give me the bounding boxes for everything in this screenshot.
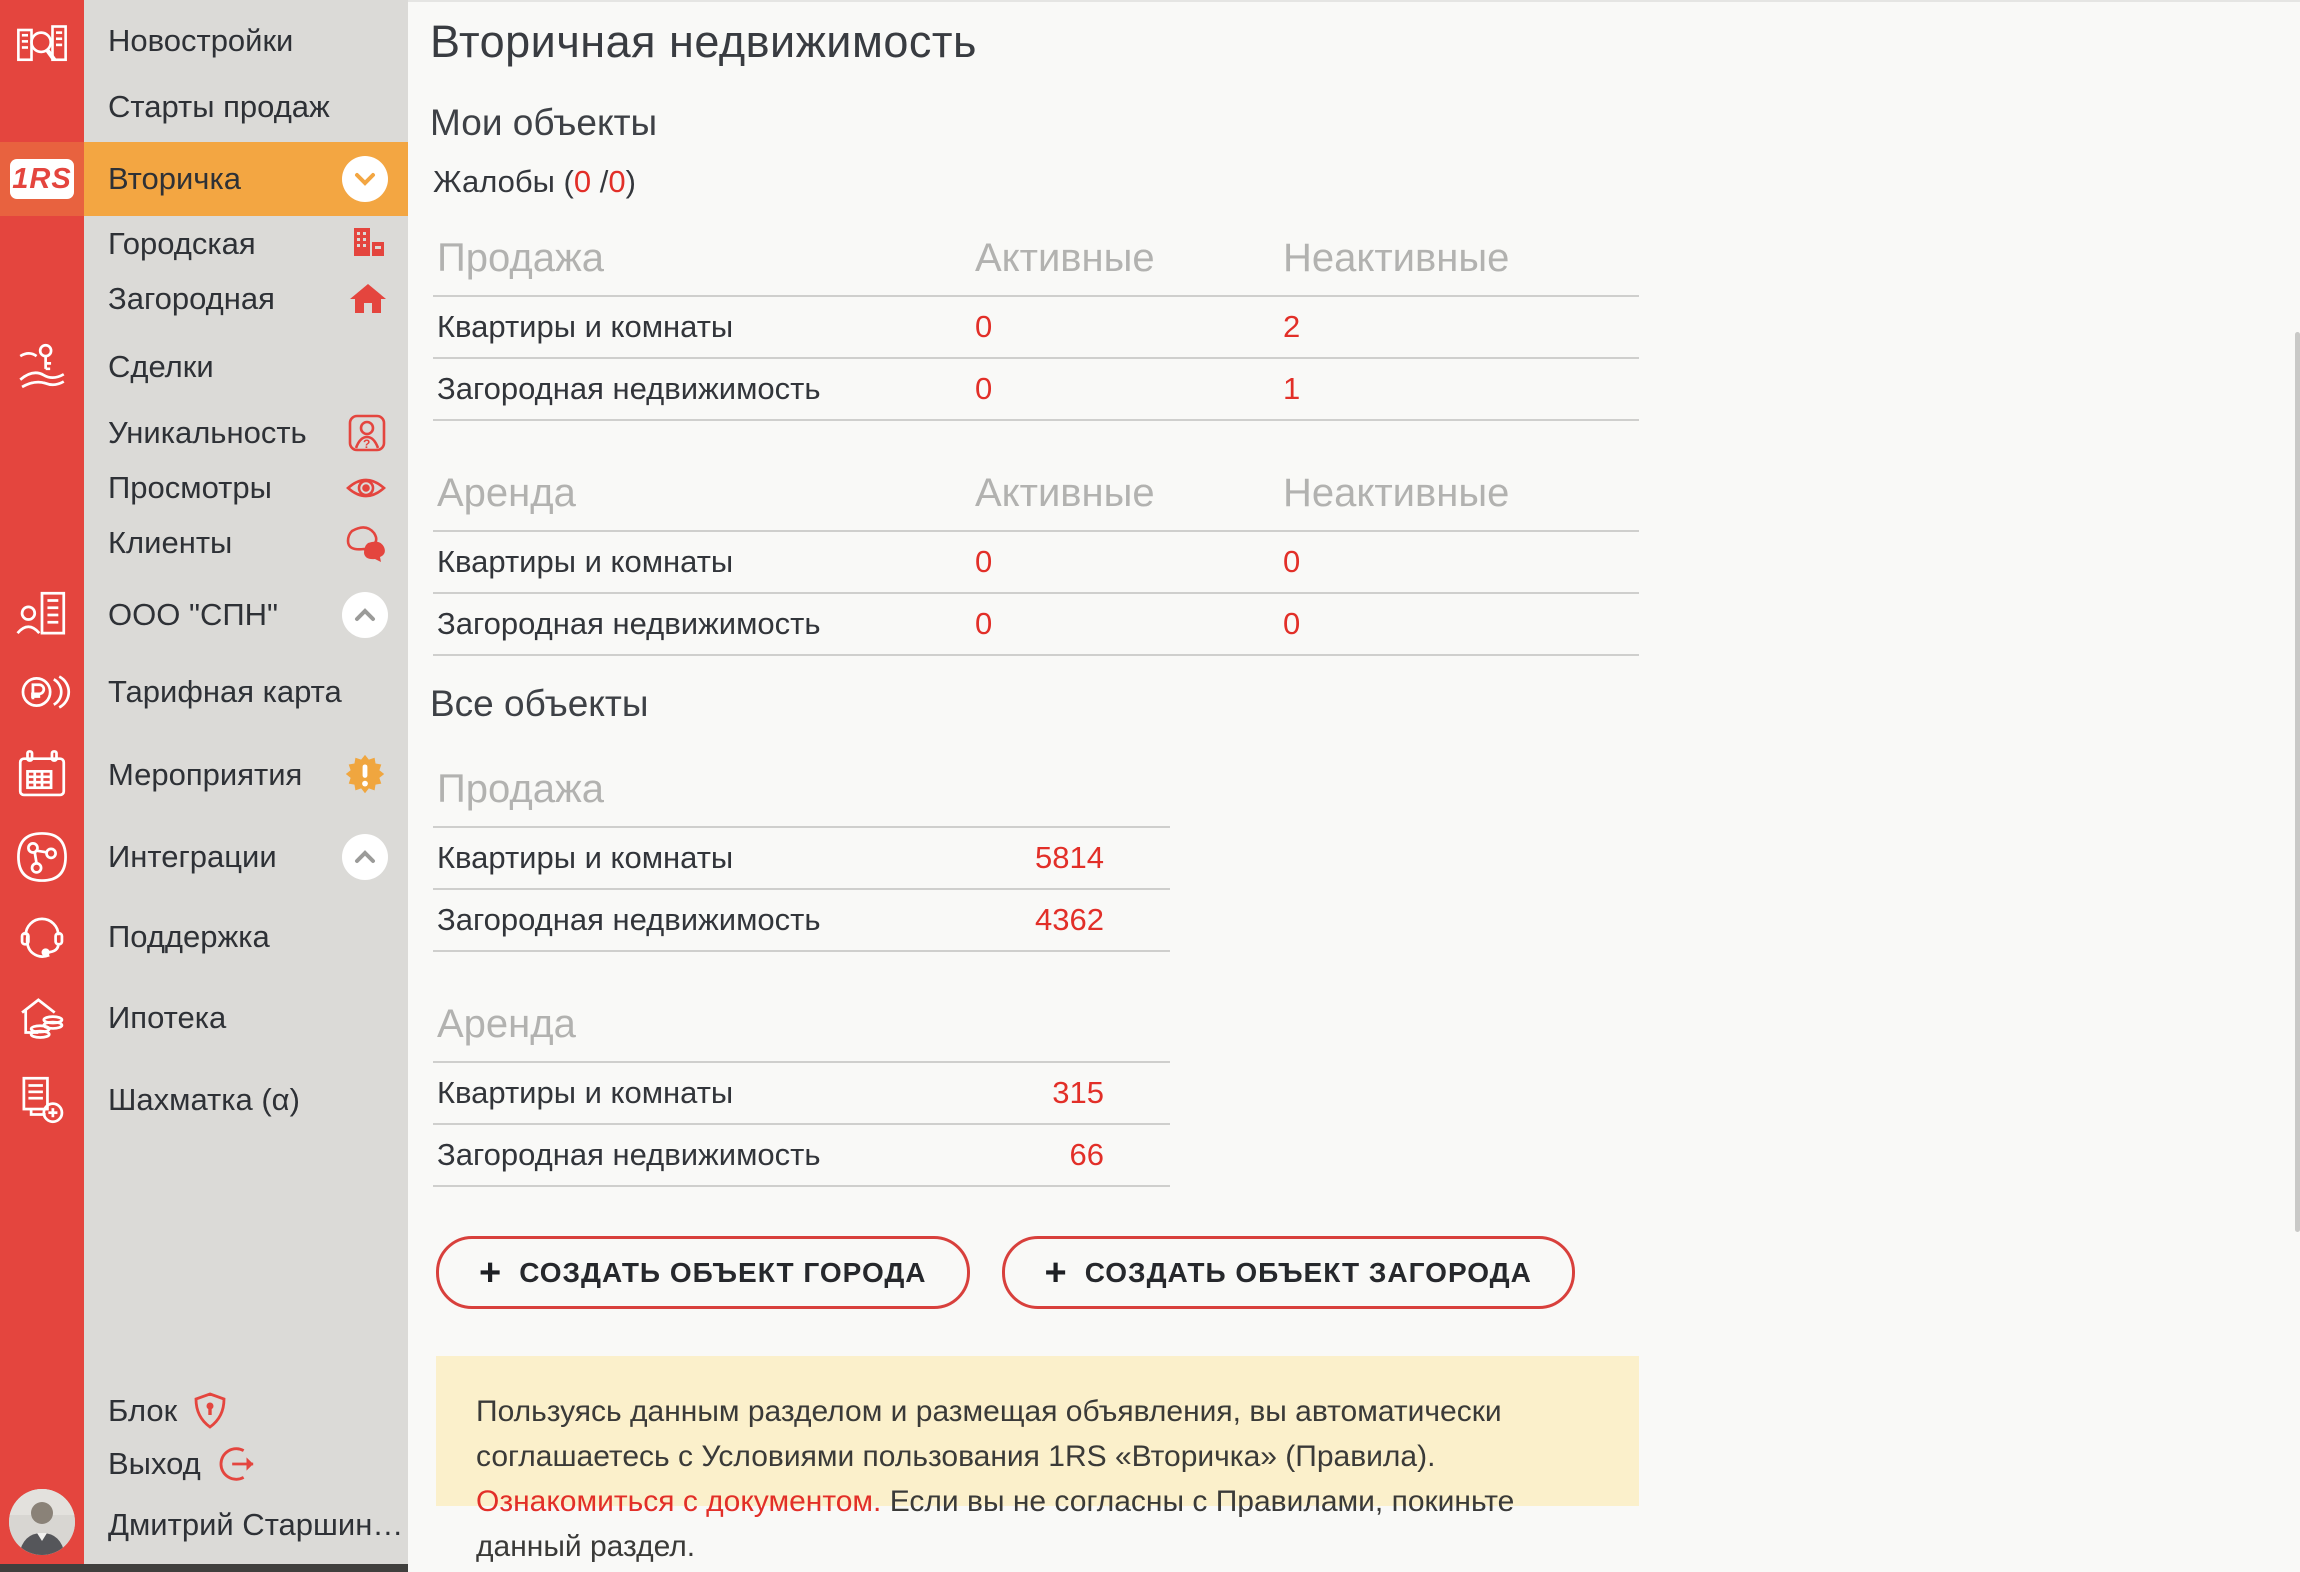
terms-notice — [436, 1356, 1639, 1563]
table-row[interactable] — [433, 357, 1639, 421]
mortgage-house-coins-icon[interactable] — [13, 989, 71, 1047]
sidebar-item-label: Интеграции — [108, 839, 277, 874]
active-count[interactable]: 0 — [975, 606, 993, 641]
column-inactive: Неактивные — [1283, 471, 1510, 515]
user-avatar[interactable] — [9, 1489, 75, 1555]
column-active: Активные — [975, 471, 1155, 515]
sidebar-item-label: Выход — [108, 1446, 201, 1481]
newbuildings-search-icon[interactable] — [14, 16, 70, 72]
sidebar-item-starty-prodazh[interactable] — [84, 74, 408, 140]
table-row[interactable] — [433, 1061, 1170, 1123]
table-row[interactable] — [433, 592, 1639, 656]
sidebar-bottom-bar — [0, 1564, 408, 1572]
eye-icon — [344, 466, 388, 510]
sidebar-item-label: Клиенты — [108, 525, 233, 560]
column-active: Активные — [975, 236, 1155, 280]
table-row[interactable] — [433, 530, 1639, 592]
logout-icon — [215, 1443, 257, 1485]
column-inactive: Неактивные — [1283, 236, 1510, 280]
sidebar-item-label: ООО "СПН" — [108, 597, 279, 632]
sidebar-item-label: Городская — [108, 226, 256, 261]
sidebar-item-label: Тарифная карта — [108, 674, 342, 709]
sidebar-item-label: Шахматка (α) — [108, 1082, 300, 1117]
table-all-sale — [433, 758, 1170, 952]
sidebar-item-user-name[interactable] — [84, 1492, 408, 1558]
table-my-rent — [433, 462, 1639, 656]
sidebar-item-sdelki[interactable] — [84, 334, 408, 400]
column-title-sale: Продажа — [437, 767, 604, 811]
row-label[interactable]: Загородная недвижимость — [437, 902, 821, 937]
chess-docs-plus-icon[interactable] — [13, 1071, 71, 1129]
sidebar-menu — [84, 0, 408, 1564]
active-count[interactable]: 0 — [975, 309, 993, 344]
person-question-icon — [346, 412, 388, 454]
chevron-up-icon[interactable] — [342, 592, 388, 638]
shield-icon — [191, 1391, 229, 1431]
object-count[interactable]: 5814 — [1035, 840, 1104, 875]
sidebar-item-label: Загородная — [108, 281, 275, 316]
coins-ruble-icon[interactable] — [13, 663, 71, 721]
row-label[interactable]: Квартиры и комнаты — [437, 309, 734, 344]
scrollbar[interactable] — [2295, 332, 2300, 1232]
table-header — [433, 227, 1639, 295]
object-count[interactable]: 4362 — [1035, 902, 1104, 937]
row-label[interactable]: Квартиры и комнаты — [437, 1075, 734, 1110]
terms-text-part1: Пользуясь данным разделом и размещая объявления, вы автоматически соглашаетесь с Условиями пользования 1RS «Вторичка» (Правила). — [476, 1395, 1502, 1473]
table-header — [433, 993, 1170, 1061]
section-all-objects-title: Все объекты — [430, 683, 649, 724]
sidebar-item-novostroyki[interactable] — [84, 8, 408, 74]
inactive-count[interactable]: 0 — [1283, 606, 1301, 641]
create-country-object-button[interactable] — [1002, 1236, 1575, 1309]
complaints-prefix: Жалобы ( — [433, 164, 574, 199]
object-count[interactable]: 66 — [1069, 1137, 1104, 1172]
icon-rail — [0, 0, 84, 1572]
complaints-count-total[interactable]: 0 — [608, 164, 626, 199]
hand-key-icon[interactable] — [13, 338, 71, 396]
row-label[interactable]: Загородная недвижимость — [437, 371, 821, 406]
sidebar-item-label: Поддержка — [108, 919, 270, 954]
row-label[interactable]: Загородная недвижимость — [437, 1137, 821, 1172]
column-title-rent: Аренда — [437, 1002, 576, 1046]
action-buttons — [436, 1236, 1575, 1309]
complaints-suffix: ) — [625, 164, 636, 199]
sidebar-item-label: Старты продаж — [108, 89, 330, 124]
table-row[interactable] — [433, 888, 1170, 952]
plus-icon: + — [479, 1251, 502, 1294]
section-my-objects-title: Мои объекты — [430, 102, 658, 143]
table-row[interactable] — [433, 295, 1639, 357]
table-row[interactable] — [433, 1123, 1170, 1187]
inactive-count[interactable]: 1 — [1283, 371, 1301, 406]
row-label[interactable]: Квартиры и комнаты — [437, 544, 734, 579]
active-count[interactable]: 0 — [975, 371, 993, 406]
sidebar-item-shakhmatka[interactable] — [84, 1067, 408, 1133]
company-icon[interactable] — [13, 586, 71, 644]
calendar-icon[interactable] — [13, 746, 71, 804]
terms-document-link[interactable]: Ознакомиться с документом. — [476, 1485, 882, 1518]
city-building-icon — [348, 224, 388, 264]
sidebar-item-label: Мероприятия — [108, 757, 303, 792]
sidebar-item-label: Вторичка — [108, 161, 241, 196]
create-country-object-label: СОЗДАТЬ ОБЪЕКТ ЗАГОРОДА — [1084, 1256, 1532, 1288]
complaints-line[interactable] — [433, 164, 636, 200]
chevron-down-icon[interactable] — [342, 156, 388, 202]
inactive-count[interactable]: 0 — [1283, 544, 1301, 579]
support-headset-icon[interactable] — [13, 908, 71, 966]
svg-text:?: ? — [363, 437, 371, 451]
sidebar-item-label: Ипотека — [108, 1000, 227, 1035]
table-all-rent — [433, 993, 1170, 1187]
sidebar-item-klienty[interactable] — [84, 510, 408, 576]
row-label[interactable]: Загородная недвижимость — [437, 606, 821, 641]
complaints-count-new[interactable]: 0 — [573, 164, 592, 199]
sidebar-item-vykhod[interactable] — [84, 1431, 408, 1497]
column-title-rent: Аренда — [437, 471, 576, 515]
sidebar-item-label: Новостройки — [108, 23, 294, 58]
house-icon — [348, 279, 388, 319]
sidebar-item-label: Просмотры — [108, 470, 272, 505]
create-city-object-label: СОЗДАТЬ ОБЪЕКТ ГОРОДА — [519, 1256, 927, 1288]
table-header — [433, 462, 1639, 530]
terms-text-part2: Если вы не согласны с Правилами, покиньте данный раздел. — [476, 1485, 1515, 1563]
page-title: Вторичная недвижимость — [430, 16, 977, 67]
sidebar-item-label: Уникальность — [108, 415, 307, 450]
sidebar-item-vtorichka[interactable] — [84, 142, 408, 216]
main-content — [408, 0, 2300, 1572]
object-count[interactable]: 315 — [1052, 1075, 1104, 1110]
integrations-icon[interactable] — [13, 828, 71, 886]
row-label[interactable]: Квартиры и комнаты — [437, 840, 734, 875]
alert-badge-icon — [342, 752, 388, 798]
sidebar-item-label: Блок — [108, 1393, 178, 1428]
sidebar-item-meropriyatiya[interactable] — [84, 742, 408, 808]
chevron-up-icon[interactable] — [342, 834, 388, 880]
complaints-separator: / — [591, 164, 609, 199]
sidebar-item-ooo-spn[interactable] — [84, 582, 408, 648]
sidebar-item-integratsii[interactable] — [84, 824, 408, 890]
table-row[interactable] — [433, 826, 1170, 888]
sidebar-item-label: Сделки — [108, 349, 214, 384]
logo-1rs[interactable]: 1RS — [10, 159, 74, 199]
inactive-count[interactable]: 2 — [1283, 309, 1301, 344]
column-title-sale: Продажа — [437, 236, 604, 280]
sidebar-item-podderzhka[interactable] — [84, 904, 408, 970]
table-header — [433, 758, 1170, 826]
active-count[interactable]: 0 — [975, 544, 993, 579]
create-city-object-button[interactable] — [436, 1236, 970, 1309]
table-my-sale — [433, 227, 1639, 421]
sidebar-item-zagorodnaya[interactable] — [84, 266, 408, 332]
chat-icon — [344, 521, 388, 565]
user-name-label: Дмитрий Старшин… — [108, 1507, 404, 1542]
sidebar-item-tarifnaya-karta[interactable] — [84, 659, 408, 725]
plus-icon: + — [1044, 1251, 1067, 1294]
sidebar-item-ipoteka[interactable] — [84, 985, 408, 1051]
